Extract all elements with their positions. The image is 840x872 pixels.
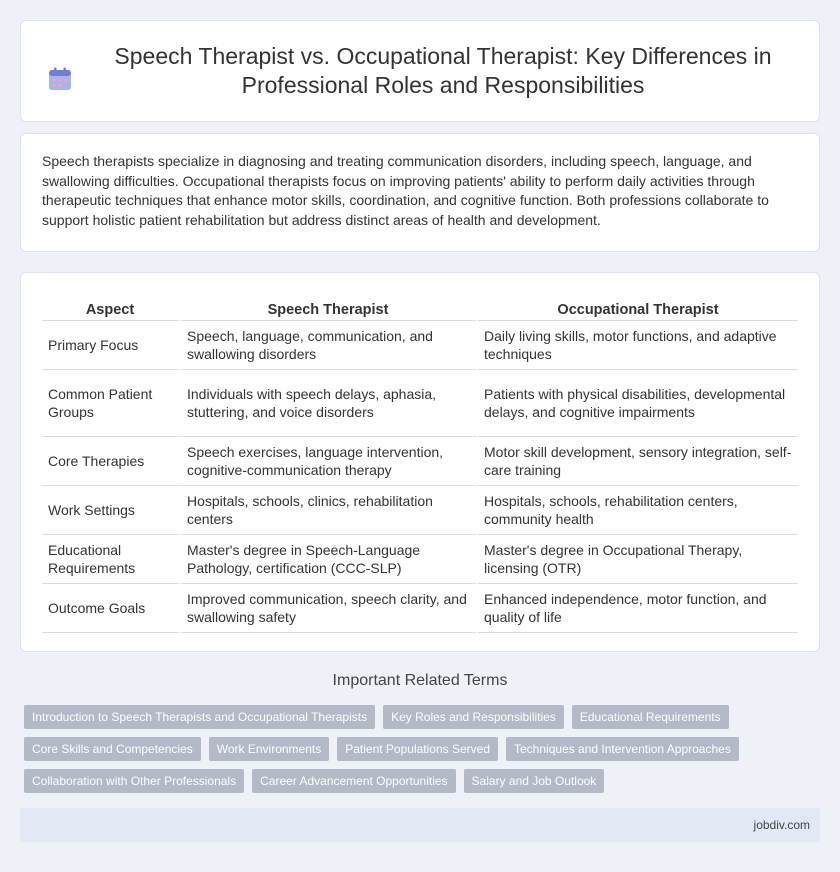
row-aspect: Primary Focus [42,321,181,370]
row-speech-value: Speech, language, communication, and swallowing disorders [181,321,478,370]
table-row [42,321,798,370]
row-aspect: Core Therapies [42,437,181,486]
table-row [42,370,798,437]
tag-link[interactable]: Core Skills and Competencies [24,737,201,761]
row-speech-value: Hospitals, schools, clinics, rehabilitation centers [181,486,478,535]
tag-link[interactable]: Salary and Job Outlook [464,769,605,793]
table-row [42,486,798,535]
header-aspect: Aspect [42,295,181,321]
table-header-row [42,295,798,321]
title-card [20,20,820,122]
row-speech-value: Individuals with speech delays, aphasia, stuttering, and voice disorders [181,370,478,437]
row-aspect: Common Patient Groups [42,370,181,437]
tag-row [24,705,804,729]
row-aspect: Outcome Goals [42,584,181,633]
tag-row [24,769,804,793]
row-aspect: Educational Requirements [42,535,181,584]
row-occupational-value: Enhanced independence, motor function, and quality of life [478,584,798,633]
row-occupational-value: Motor skill development, sensory integration, self-care training [478,437,798,486]
tag-row [24,737,804,761]
comparison-table [42,295,798,633]
tag-link[interactable]: Collaboration with Other Professionals [24,769,244,793]
row-speech-value: Master's degree in Speech-Language Pathology, certification (CCC-SLP) [181,535,478,584]
row-occupational-value: Hospitals, schools, rehabilitation centers, community health [478,486,798,535]
row-occupational-value: Patients with physical disabilities, developmental delays, and cognitive impairments [478,370,798,437]
tag-link[interactable]: Patient Populations Served [337,737,498,761]
row-speech-value: Improved communication, speech clarity, and swallowing safety [181,584,478,633]
table-row [42,437,798,486]
comparison-card [20,272,820,652]
row-occupational-value: Master's degree in Occupational Therapy, licensing (OTR) [478,535,798,584]
tag-link[interactable]: Techniques and Intervention Approaches [506,737,739,761]
page-title: Speech Therapist vs. Occupational Therapist: Key Differences in Professional Roles and Responsibilities [114,43,772,98]
intro-paragraph: Speech therapists specialize in diagnosing and treating communication disorders, including speech, language, and swallowing difficulties. Occupational therapists focus on improving patients' ability to perform daily activities through therapeutic techniques that enhance motor skills, coordination, and cognitive function. Both professions collaborate to support holistic patient rehabilitation but address distinct areas of health and development. [42,153,769,228]
row-occupational-value: Daily living skills, motor functions, and adaptive techniques [478,321,798,370]
tag-link[interactable]: Educational Requirements [572,705,729,729]
related-terms-tags [24,705,804,801]
footer [20,808,820,842]
tag-link[interactable]: Introduction to Speech Therapists and Occupational Therapists [24,705,375,729]
tag-link[interactable]: Work Environments [209,737,329,761]
tag-link[interactable]: Key Roles and Responsibilities [383,705,564,729]
table-row [42,535,798,584]
footer-site-link[interactable]: jobdiv.com [753,818,810,832]
related-terms-title: Important Related Terms [332,672,508,689]
header-occupational-therapist: Occupational Therapist [478,295,798,321]
tag-link[interactable]: Career Advancement Opportunities [252,769,455,793]
row-aspect: Work Settings [42,486,181,535]
header-speech-therapist: Speech Therapist [181,295,478,321]
row-speech-value: Speech exercises, language intervention, cognitive-communication therapy [181,437,478,486]
intro-card [20,133,820,252]
table-row [42,584,798,633]
calendar-icon [47,42,93,97]
